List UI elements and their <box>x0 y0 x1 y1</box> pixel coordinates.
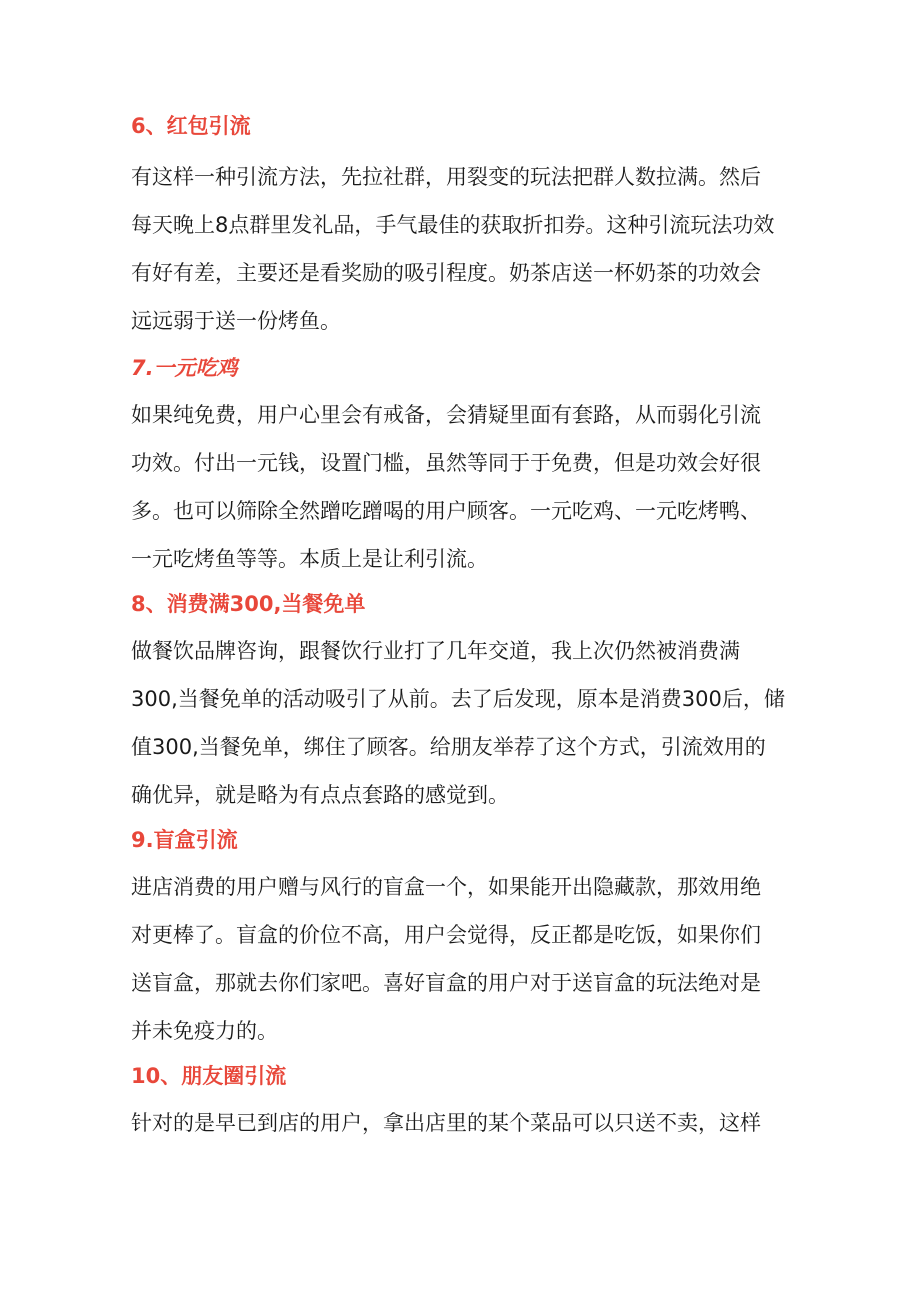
body-line: 有这样一种引流方法，先拉社群，用裂变的玩法把群人数拉满。然后 <box>131 165 761 189</box>
body-line: 如果纯免费，用户心里会有戒备，会猜疑里面有套路，从而弱化引流 <box>131 403 761 427</box>
section-10 <box>131 1062 791 1138</box>
body-line: 远远弱于送一份烤鱼。 <box>131 309 341 333</box>
section-body <box>131 636 791 810</box>
section-heading: 7.一元吃鸡 <box>131 356 238 380</box>
section-body <box>131 162 791 336</box>
section-9 <box>131 826 791 1046</box>
section-heading: 6、红包引流 <box>131 114 251 138</box>
body-line: 并未免疫力的。 <box>131 1019 278 1043</box>
body-line: 值300,当餐免单，绑住了顾客。给朋友举荐了这个方式，引流效用的 <box>131 735 766 759</box>
body-line: 进店消费的用户赠与风行的盲盒一个，如果能开出隐藏款，那效用绝 <box>131 875 761 899</box>
document-page <box>131 112 791 1138</box>
section-heading: 10、朋友圈引流 <box>131 1064 287 1088</box>
body-line: 有好有差，主要还是看奖励的吸引程度。奶茶店送一杯奶茶的功效会 <box>131 261 761 285</box>
body-line: 每天晚上8点群里发礼品，手气最佳的获取折扣券。这种引流玩法功效 <box>131 213 775 237</box>
body-line: 一元吃烤鱼等等。本质上是让利引流。 <box>131 547 488 571</box>
section-heading: 9.盲盒引流 <box>131 828 238 852</box>
section-6 <box>131 112 791 336</box>
body-line: 对更棒了。盲盒的价位不高，用户会觉得，反正都是吃饭，如果你们 <box>131 923 761 947</box>
body-line: 多。也可以筛除全然蹭吃蹭喝的用户顾客。一元吃鸡、一元吃烤鸭、 <box>131 499 761 523</box>
body-line: 送盲盒，那就去你们家吧。喜好盲盒的用户对于送盲盒的玩法绝对是 <box>131 971 761 995</box>
body-line: 确优异，就是略为有点点套路的感觉到。 <box>131 783 509 807</box>
body-line: 功效。付出一元钱，设置门槛，虽然等同于于免费，但是功效会好很 <box>131 451 761 475</box>
body-line: 300,当餐免单的活动吸引了从前。去了后发现，原本是消费300后，储 <box>131 687 785 711</box>
body-line: 针对的是早已到店的用户，拿出店里的某个菜品可以只送不卖，这样 <box>131 1111 761 1135</box>
body-line: 做餐饮品牌咨询，跟餐饮行业打了几年交道，我上次仍然被消费满 <box>131 639 740 663</box>
section-body <box>131 400 791 574</box>
section-8 <box>131 590 791 810</box>
section-7 <box>131 354 791 574</box>
section-heading: 8、消费满300,当餐免单 <box>131 592 366 616</box>
section-body <box>131 1108 791 1138</box>
section-body <box>131 872 791 1046</box>
